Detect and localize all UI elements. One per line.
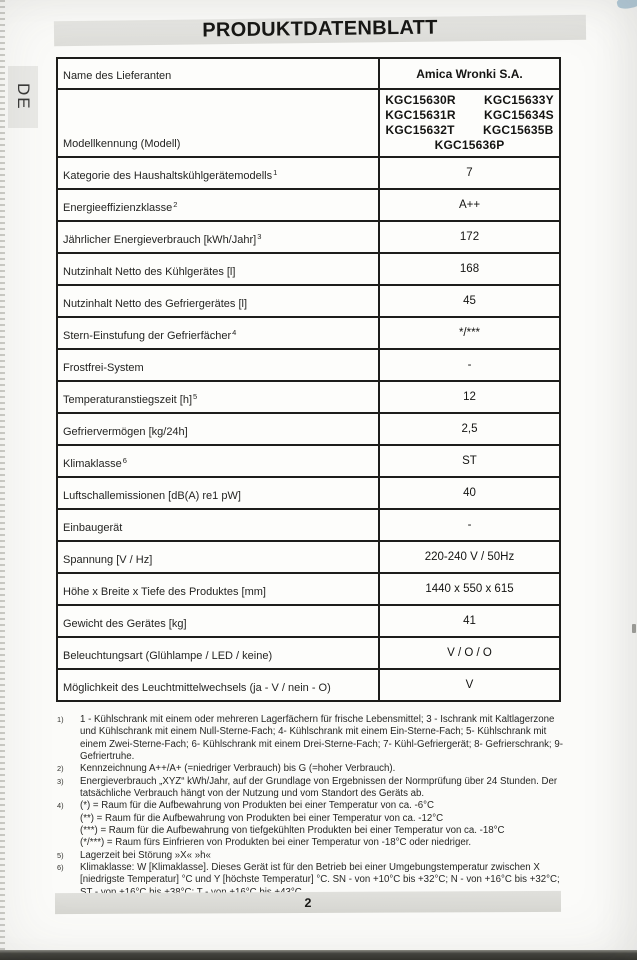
table-row [58, 316, 559, 348]
page-number: 2 [304, 895, 312, 910]
footnote-marker: 1) [57, 715, 64, 724]
footnote [57, 850, 585, 862]
corner-smudge [616, 0, 637, 11]
row-value [380, 90, 559, 156]
row-label: Nutzinhalt Netto des Kühlgerätes [l] [58, 254, 380, 284]
footnote-marker: 2) [57, 764, 64, 774]
footnote-text: (*) = Raum für die Aufbewahrung von Produkten bei einer Temperatur von ca. -6°C (**) = Raum für die Aufbewahrung von Produkten bei einer Temperatur von ca. -12°C (***) = Raum für die Aufbewahrung von tiefgekühlten Produkten bei einer Temperatur von ca. -18°C (*/***) = Raum fürs Einfrieren von Produkten bei einer Temperatur von -18°C oder niedriger. [80, 800, 505, 849]
footnote-reference: 5 [193, 391, 198, 401]
table-row [58, 252, 559, 284]
row-label: Gewicht des Gerätes [kg] [58, 606, 380, 636]
table-row [58, 156, 559, 188]
footnote-text: Kennzeichnung A++/A+ (=niedriger Verbrauch) bis G (=hoher Verbrauch). [80, 763, 396, 775]
footnote-text: Klimaklasse: W [Klimaklasse]. Dieses Gerät ist für den Betrieb bei einer Umgebungstemperatur zwischen X [niedrigste Temperatur] °C und Y [höchste Temperatur] °C. SN - von +10°C bis +32°C; N - von +16°C bis +32°C; [80, 862, 560, 886]
row-value: 7 [466, 167, 473, 179]
model-code-line: KGC15630R KGC15633Y [385, 93, 554, 108]
row-label: Spannung [V / Hz] [58, 542, 380, 572]
footnote-reference: 6 [122, 455, 127, 465]
footnote [57, 714, 585, 763]
row-label: Nutzinhalt Netto des Gefriergerätes [l] [58, 286, 380, 316]
row-value: - [467, 359, 472, 371]
row-value: 41 [463, 615, 476, 627]
row-label: Gefriervermögen [kg/24h] [58, 414, 380, 444]
table-row [58, 284, 559, 316]
table-row [58, 380, 559, 412]
row-value: 2,5 [461, 423, 478, 435]
row-value: ST [462, 455, 477, 467]
footer-band [55, 891, 561, 914]
page-edge-perforation [0, 0, 5, 950]
row-value: 168 [459, 263, 480, 275]
table-row [58, 668, 559, 700]
spec-table [56, 57, 561, 702]
footnotes-section [57, 714, 585, 899]
footnote [57, 776, 585, 801]
footnote [57, 763, 585, 775]
row-label: Möglichkeit des Leuchtmittelwechsels (ja - V / nein - O) [58, 670, 380, 700]
row-value: A++ [458, 199, 481, 211]
footnote-marker: 5) [57, 850, 64, 860]
footnote-text: 1 - Kühlschrank mit einem oder mehreren Lagerfächern für frische Lebensmittel; 3 - Ischrank mit Kaltlagerzone und Kühlschrank mit einem Null-Sterne-Fach; 4- Kühlschrank mit einem Ein-Sterne-Fach; 5- Kühlschrank mit einem Zwei-Sterne-Fach; 6- Kühlschrank mit einem Drei-Sterne-Fach; 7- Kühl-Gefriergerät; 8- Gefrierschrank; 9- Gefriertruhe. [80, 714, 563, 763]
row-value: Amica Wronki S.A. [416, 66, 523, 81]
table-row [58, 188, 559, 220]
row-label: Einbaugerät [58, 510, 380, 540]
table-row [58, 540, 559, 572]
row-label: Energieeffizienzklasse $^2$ [58, 190, 380, 220]
row-label: Luftschallemissionen [dB(A) re1 pW] [58, 478, 380, 508]
page-title: PRODUKTDATENBLATT [202, 16, 438, 42]
row-value: V [465, 679, 474, 691]
model-code-line: KGC15632T KGC15635B [385, 123, 554, 137]
model-code-line: KGC15631R KGC15634S [385, 108, 554, 123]
table-row [58, 604, 559, 636]
footnote-marker: 4) [57, 801, 64, 811]
page-edge-mark [632, 624, 636, 633]
model-code-line: KGC15636P [434, 137, 505, 152]
row-value: 40 [463, 487, 476, 499]
row-value: 172 [459, 231, 480, 243]
table-row [58, 508, 559, 540]
row-label: Stern-Einstufung der Gefrierfächer $^4$ [58, 318, 380, 348]
footnote-reference: 1 [273, 167, 278, 177]
row-value: 12 [463, 391, 476, 403]
table-row [58, 412, 559, 444]
photo-bottom-edge [0, 950, 637, 960]
table-row [58, 348, 559, 380]
footnote-text: Energieverbrauch „XYZ“ kWh/Jahr, auf der Grundlage von Ergebnissen der Normprüfung über 24 Stunden. Der tatsächliche Verbrauch hängt von der Nutzung und vom Standort des Geräts ab. [80, 775, 558, 800]
language-tab [8, 66, 38, 128]
table-row [58, 88, 559, 156]
table-row [58, 476, 559, 508]
footnote-marker: 3) [57, 776, 64, 786]
table-row [58, 636, 559, 668]
footnote-marker: 6) [57, 863, 64, 873]
footnote [57, 800, 585, 849]
table-row [58, 59, 559, 88]
row-value: */*** [458, 327, 481, 339]
table-row [58, 220, 559, 252]
row-value: 45 [463, 295, 476, 307]
table-row [58, 444, 559, 476]
row-label: Kategorie des Haushaltskühlgerätemodells $^1$ [58, 158, 380, 188]
row-label: Jährlicher Energieverbrauch [kWh/Jahr] $^3$ [58, 222, 380, 252]
footnote-reference: 3 [257, 231, 262, 241]
language-tab-label: DE [14, 83, 33, 111]
spec-table-body [58, 59, 559, 700]
row-label: Beleuchtungsart (Glühlampe / LED / keine) [58, 638, 380, 668]
row-value: 220-240 V / 50Hz [424, 551, 515, 563]
row-label: Frostfrei-System [58, 350, 380, 380]
row-label: Modellkennung (Modell) [58, 90, 380, 156]
row-label: Klimaklasse $^6$ [58, 446, 380, 476]
row-label: Temperaturanstiegszeit [h] $^5$ [58, 382, 380, 412]
row-label: Name des Lieferanten [58, 59, 380, 88]
row-value: V / O / O [447, 647, 492, 659]
footnote-reference: 4 [232, 327, 237, 337]
footnote-reference: 2 [173, 199, 178, 209]
row-value: - [467, 519, 472, 531]
footnote-text: Lagerzeit bei Störung »X« »h« [80, 849, 211, 861]
table-row [58, 572, 559, 604]
row-value: 1440 x 550 x 615 [425, 583, 514, 595]
title-band [54, 15, 586, 46]
row-label: Höhe x Breite x Tiefe des Produktes [mm] [58, 574, 380, 604]
